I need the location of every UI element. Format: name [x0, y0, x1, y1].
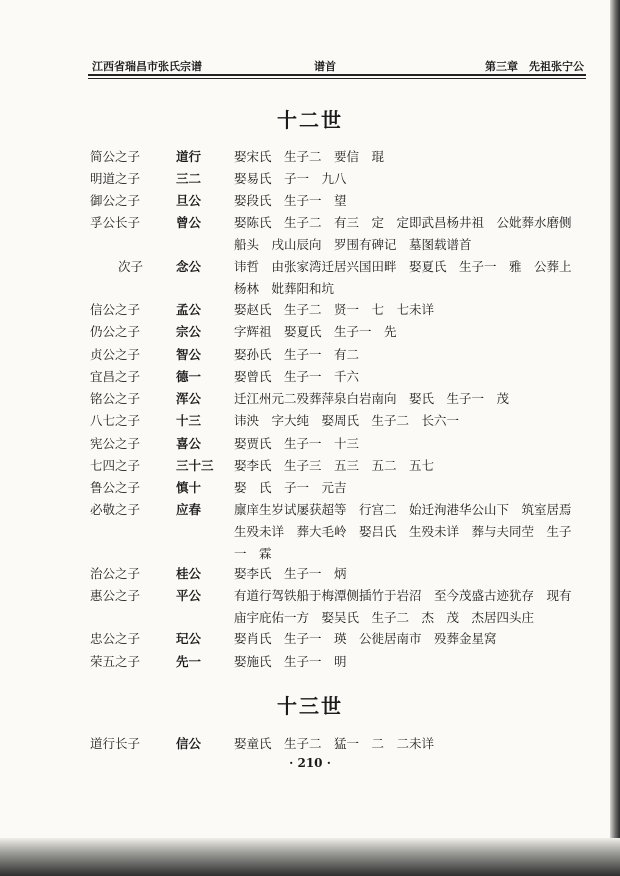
entry-description: 娶李氏 生子三 五三 五二 五七 [234, 458, 435, 473]
entry-relation: 仍公之子 [90, 324, 141, 339]
entry-relation: 贞公之子 [90, 347, 141, 362]
entry-relation: 必敬之子 [90, 502, 141, 517]
entry-relation: 宪公之子 [90, 436, 141, 451]
entry-description: 有道行驾铁船于梅潭侧插竹于岩沼 至今茂盛古迹犹存 现有庙宇庇佑一方 娶吴氏 生子二 杰 茂 杰居四头庄 [234, 588, 572, 625]
entry-relation: 惠公之子 [90, 588, 141, 603]
entry-relation: 忠公之子 [90, 631, 141, 646]
entry-relation: 御公之子 [90, 193, 141, 208]
entry-description: 娶肖氏 生子一 瑛 公徙居南市 殁葬金星窝 [234, 631, 497, 646]
entry-relation: 信公之子 [90, 302, 141, 317]
header-chapter: 第三章 先祖张宁公 [485, 60, 584, 73]
entry-relation: 鲁公之子 [90, 480, 141, 495]
entry-name: 曾公 [176, 215, 202, 230]
header-section: 谱首 [314, 60, 336, 73]
entry-name: 先一 [176, 654, 202, 669]
entry-description: 讳泱 字大纯 娶周氏 生子二 长六一 [234, 413, 460, 428]
entry-relation: 明道之子 [90, 171, 141, 186]
entry-relation: 荣五之子 [90, 654, 141, 669]
entry-description: 娶陈氏 生子二 有三 定 定即武昌杨井祖 公妣葬水磨侧船头 戌山辰向 罗围有碑记 墓图载谱首 [234, 215, 572, 252]
entry-description: 字辉祖 娶夏氏 生子一 先 [234, 324, 397, 339]
running-header [88, 54, 584, 74]
entry-name: 宗公 [176, 324, 202, 339]
entry-name: 十三 [176, 413, 202, 428]
page-number: · 210 · [289, 756, 331, 770]
entry-name: 平公 [176, 588, 202, 603]
entry-name: 应春 [176, 502, 202, 517]
entry-description: 娶贾氏 生子一 十三 [234, 436, 360, 451]
entry-relation: 道行长子 [90, 736, 141, 751]
generation-title: 十二世 [277, 108, 343, 132]
entry-name: 念公 [176, 259, 202, 274]
entry-name: 三二 [176, 171, 202, 186]
entry-name: 浑公 [176, 391, 202, 406]
entry-description: 讳哲 由张家湾迁居兴国田畔 娶夏氏 生子一 雅 公葬上杨林 妣葬阳和坑 [234, 259, 572, 296]
entry-description: 娶童氏 生子二 猛一 二 二未详 [234, 736, 435, 751]
entry-name: 德一 [176, 369, 202, 384]
entry-name: 孟公 [176, 302, 202, 317]
entry-description: 娶施氏 生子一 明 [234, 654, 347, 669]
entry-relation: 简公之子 [90, 149, 141, 164]
entry-description: 娶易氏 子一 九八 [234, 171, 347, 186]
entry-description: 廪庠生岁试屡获超等 行宫二 始迁洵港华公山下 筑室居焉生殁未详 葬大毛岭 娶吕氏 生殁未详 葬与夫同茔 生子一 霖 [234, 502, 572, 561]
header-rule [88, 74, 586, 79]
entry-description: 娶曾氏 生子一 千六 [234, 369, 360, 384]
entry-relation: 八七之子 [90, 413, 141, 428]
entry-name: 桂公 [176, 566, 202, 581]
entry-name: 智公 [176, 347, 202, 362]
entry-name: 旦公 [176, 193, 202, 208]
entry-name: 三十三 [176, 458, 214, 473]
generation-title: 十三世 [277, 694, 343, 718]
entry-description: 娶 氏 子一 元吉 [234, 480, 347, 495]
entry-name: 喜公 [176, 436, 202, 451]
entry-name: 信公 [176, 736, 202, 751]
entry-description: 迁江州元二殁葬萍泉白岩南向 娶氏 生子一 茂 [234, 391, 510, 406]
entry-description: 娶赵氏 生子二 贤一 七 七未详 [234, 302, 435, 317]
entry-description: 娶段氏 生子一 望 [234, 193, 347, 208]
entry-relation: 孚公长子 [90, 215, 141, 230]
entry-relation: 宜昌之子 [90, 369, 141, 384]
entry-relation: 次子 [118, 259, 144, 274]
entry-description: 娶孙氏 生子一 有二 [234, 347, 360, 362]
entry-relation: 七四之子 [90, 458, 141, 473]
page-bottom-shadow [0, 838, 620, 876]
entry-relation: 铭公之子 [90, 391, 141, 406]
entry-description: 娶李氏 生子一 炳 [234, 566, 347, 581]
entry-description: 娶宋氏 生子二 要信 琨 [234, 149, 385, 164]
header-book-title: 江西省瑞昌市张氏宗谱 [92, 60, 202, 73]
entry-name: 慎十 [176, 480, 202, 495]
entry-relation: 治公之子 [90, 566, 141, 581]
entry-name: 道行 [176, 149, 202, 164]
entry-name: 玘公 [176, 631, 202, 646]
